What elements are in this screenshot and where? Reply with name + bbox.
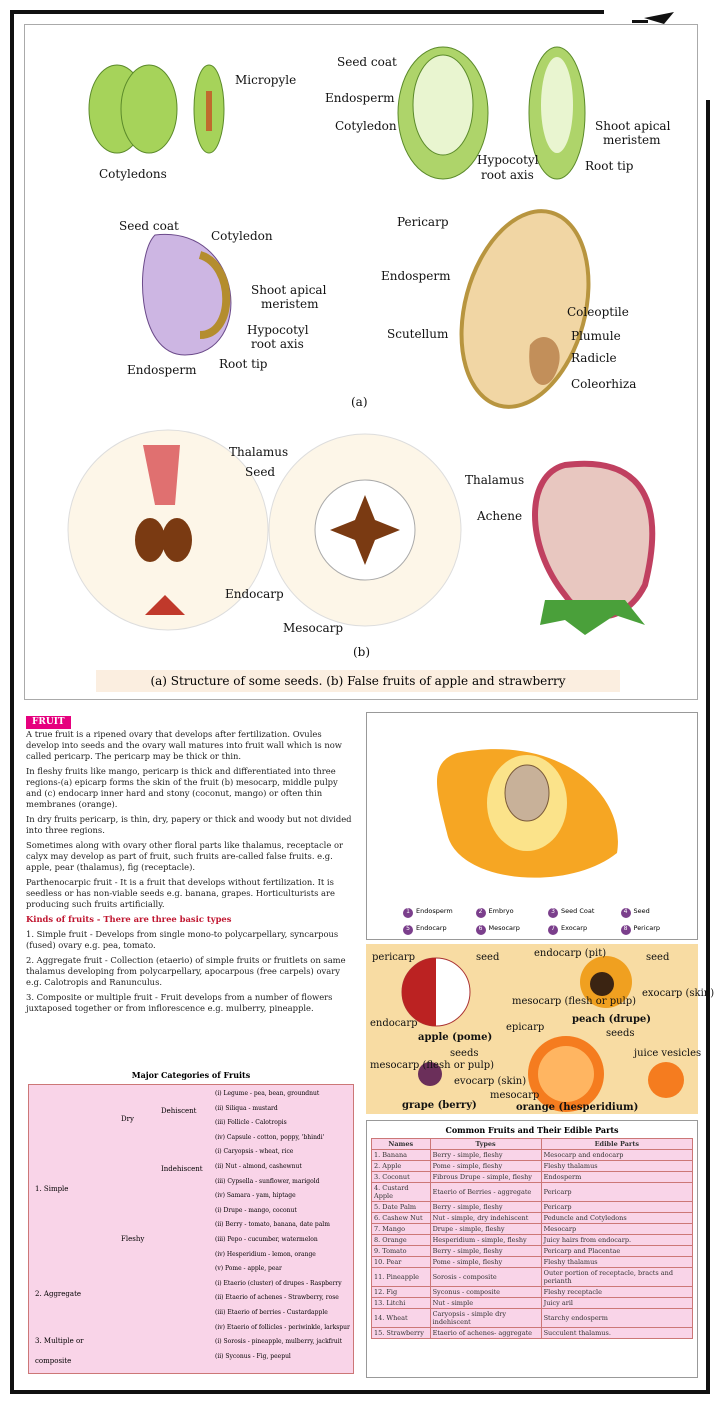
seed-diagram-panel: [24, 24, 698, 700]
legend-number: 3: [548, 908, 558, 918]
ft-endocarp-pit: endocarp (pit): [534, 948, 607, 959]
legend-label: Endocarp: [416, 924, 447, 932]
label-hypocotyl-2: Hypocotyl: [247, 323, 309, 337]
table-cell: Etaerio of Berries - aggregate: [430, 1183, 541, 1202]
major-row: (ii) Nut - almond, cashewnut: [215, 1162, 302, 1170]
ft-seed-1: seed: [476, 952, 500, 963]
label-coleoptile: Coleoptile: [567, 305, 629, 319]
table-cell: Caryopsis - simple dry indehiscent: [430, 1309, 541, 1328]
legend-item: [403, 924, 476, 935]
table-row: [372, 1202, 693, 1213]
label-thalamus-2: Thalamus: [465, 473, 525, 487]
ft-orange: orange (hesperidium): [516, 1102, 639, 1113]
fruit-p2: In fleshy fruits like mango, pericarp is thick and differentiated into three regions-(a) epicarp forms the skin of the fruit (b) mesocarp, middle pulpy and (c) endocarp inner hard and stony (coconut, mango) or often thin membranes (orange).: [26, 766, 338, 809]
ft-peach: peach (drupe): [572, 1014, 652, 1025]
fruit-p1: A true fruit is a ripened ovary that develops after fertilization. Ovules develop into seeds and the ovary wall matures into fruit wall which is now called pericarp. The pericarp may be thick or thin.: [26, 729, 342, 761]
table-cell: 2. Apple: [372, 1161, 431, 1172]
table-row: [372, 1246, 693, 1257]
ft-seeds: seeds: [606, 1028, 635, 1039]
table-cell: 4. Custard Apple: [372, 1183, 431, 1202]
table-cell: Syconus - composite: [430, 1287, 541, 1298]
table-cell: Fibrous Drupe - simple, fleshy: [430, 1172, 541, 1183]
fruit-k3: 3. Composite or multiple fruit - Fruit develops from a number of flowers juxtaposed together or from inflorescence e.g. mulberry, pineapple.: [26, 992, 333, 1013]
legend-item: [548, 907, 621, 918]
ft-juice: juice vesicles: [634, 1048, 702, 1059]
label-cotyledons: Cotyledons: [99, 167, 167, 181]
cat-fleshy: Fleshy: [121, 1235, 145, 1243]
ft-grape: grape (berry): [402, 1100, 477, 1111]
major-row: (ii) Etaerio of achenes - Strawberry, rose: [215, 1294, 339, 1302]
label-meristem-1: meristem: [603, 133, 661, 147]
major-row: (i) Drupe - mango, coconut: [215, 1206, 297, 1214]
legend-number: 1: [403, 908, 413, 918]
fruit-text: [26, 716, 356, 1018]
fruit-p5: Parthenocarpic fruit - It is a fruit that develops without fertilization. It is seedless or has non-viable seeds e.g. banana, grapes. Horticulturists are producing such fruits artificially.: [26, 877, 335, 909]
legend-number: 4: [621, 908, 631, 918]
label-radicle: Radicle: [571, 351, 617, 365]
table-cell: Berry - simple, fleshy: [430, 1202, 541, 1213]
table-cell: Drupe - simple, fleshy: [430, 1224, 541, 1235]
table-row: [372, 1150, 693, 1161]
legend-number: 2: [476, 908, 486, 918]
common-fruits-table: [371, 1138, 693, 1339]
ft-seeds-grape: seeds: [450, 1048, 479, 1059]
table-cell: 10. Pear: [372, 1257, 431, 1268]
col-names: Names: [372, 1139, 431, 1150]
legend-number: 7: [548, 925, 558, 935]
major-row: (iii) Cypsella - sunflower, marigold: [215, 1177, 320, 1185]
major-row: (iv) Etaerio of follicles - periwinkle, larkspur: [215, 1323, 350, 1331]
ft-pericarp: pericarp: [372, 952, 416, 963]
table-cell: 9. Tomato: [372, 1246, 431, 1257]
legend-item: [621, 907, 694, 918]
table-row: [372, 1224, 693, 1235]
label-shoot-2: Shoot apical: [251, 283, 327, 297]
table-cell: 6. Cashew Nut: [372, 1213, 431, 1224]
major-row: (iii) Pepo - cucumber, watermelon: [215, 1235, 318, 1243]
label-pericarp: Pericarp: [397, 215, 449, 229]
ft-apple: apple (pome): [418, 1032, 493, 1043]
table-row: [372, 1235, 693, 1246]
legend-label: Embryo: [488, 907, 514, 915]
major-row: (ii) Syconus - Fig, peepul: [215, 1352, 291, 1360]
legend-label: Exocarp: [561, 924, 588, 932]
label-plumule: Plumule: [571, 329, 621, 343]
major-row: (iii) Follicle - Calotropis: [215, 1119, 287, 1127]
fruit-k2: 2. Aggregate fruit - Collection (etaerio) of simple fruits or fruitlets on same thalamus developing from polycarpellary, apocarpous (free carpels) ovary e.g. Calotropis and Ranunculus.: [26, 955, 346, 987]
ft-evocarp: evocarp (skin): [454, 1076, 527, 1087]
peach-panel: [366, 712, 698, 940]
legend-item: [476, 907, 549, 918]
table-cell: 8. Orange: [372, 1235, 431, 1246]
table-cell: Nut - simple: [430, 1298, 541, 1309]
label-micropyle: Micropyle: [235, 73, 297, 87]
label-endosperm-3: Endosperm: [381, 269, 451, 283]
cat-multiple: 3. Multiple or: [35, 1337, 84, 1345]
table-cell: Sorosis - composite: [430, 1268, 541, 1287]
major-row: (i) Caryopsis - wheat, rice: [215, 1148, 294, 1156]
fruit-types-panel: [366, 944, 715, 1114]
major-row: (ii) Berry - tomato, banana, date palm: [215, 1221, 330, 1229]
ft-mesocarp-grape: mesocarp (flesh or pulp): [370, 1060, 495, 1071]
label-shoot-1: Shoot apical: [595, 119, 671, 133]
ft-exocarp: exocarp (skin): [642, 988, 715, 999]
label-thalamus-1: Thalamus: [229, 445, 289, 459]
table-cell: Fleshy thalamus: [541, 1161, 692, 1172]
legend-label: Endosperm: [416, 907, 453, 915]
peach-legend: [403, 907, 693, 935]
table-cell: 15. Strawberry: [372, 1328, 431, 1339]
table-cell: Hesperidium - simple, fleshy: [430, 1235, 541, 1246]
ft-seed-2: seed: [646, 952, 670, 963]
cat-indehiscent: Indehiscent: [161, 1165, 203, 1173]
label-endosperm-2: Endosperm: [127, 363, 197, 377]
label-achene: Achene: [477, 509, 523, 523]
label-hypocotyl-1: Hypocotyl: [477, 153, 539, 167]
peach-illustration: [367, 713, 699, 903]
legend-item: [403, 907, 476, 918]
legend-item: [548, 924, 621, 935]
major-row: (iv) Capsule - cotton, poppy, 'bhindi': [215, 1133, 325, 1141]
label-seed: Seed: [245, 465, 276, 479]
table-cell: Juicy hairs from endocarp.: [541, 1235, 692, 1246]
major-row: (iv) Hesperidium - lemon, orange: [215, 1250, 316, 1258]
ft-epicarp: epicarp: [506, 1022, 545, 1033]
cat-aggregate: 2. Aggregate: [35, 1290, 82, 1298]
cat-dehiscent: Dehiscent: [161, 1107, 197, 1115]
label-seed-coat-1: Seed coat: [337, 55, 397, 69]
major-row: (i) Legume - pea, bean, groundnut: [215, 1090, 320, 1097]
cat-dry: Dry: [121, 1115, 134, 1123]
common-title: Common Fruits and Their Edible Parts: [445, 1125, 619, 1135]
label-endosperm-1: Endosperm: [325, 91, 395, 105]
major-title: Major Categories of Fruits: [131, 1070, 251, 1080]
table-cell: Pericarp and Placentae: [541, 1246, 692, 1257]
col-edible: Edible Parts: [541, 1139, 692, 1150]
major-row: (ii) Siliqua - mustard: [215, 1104, 278, 1112]
legend-number: 5: [403, 925, 413, 935]
label-meristem-2: meristem: [261, 297, 319, 311]
table-cell: Pericarp: [541, 1183, 692, 1202]
table-row: [372, 1257, 693, 1268]
table-cell: Outer portion of receptacle, bracts and perianth: [541, 1268, 692, 1287]
legend-label: Seed: [633, 907, 650, 915]
table-row: [372, 1328, 693, 1339]
legend-number: 8: [621, 925, 631, 935]
table-row: [372, 1172, 693, 1183]
table-cell: 14. Wheat: [372, 1309, 431, 1328]
label-root-tip-1: Root tip: [585, 159, 634, 173]
fruit-header: FRUIT: [26, 716, 71, 729]
table-cell: Mesocarp: [541, 1224, 692, 1235]
table-cell: Starchy endosperm: [541, 1309, 692, 1328]
table-cell: 11. Pineapple: [372, 1268, 431, 1287]
table-row: [372, 1183, 693, 1202]
label-seed-coat-2: Seed coat: [119, 219, 179, 233]
label-b: (b): [353, 645, 371, 659]
figure-caption: (a) Structure of some seeds. (b) False fruits of apple and strawberry: [96, 670, 620, 692]
table-cell: Nut - simple, dry indehiscent: [430, 1213, 541, 1224]
table-row: [372, 1287, 693, 1298]
label-root-tip-2: Root tip: [219, 357, 268, 371]
fruit-p4: Sometimes along with ovary other floral parts like thalamus, receptacle or calyx may develop as part of fruit, such fruits are-called false fruits. e.g. apple, pear (thalamus), fig (receptacle).: [26, 840, 344, 872]
table-cell: Fleshy receptacle: [541, 1287, 692, 1298]
major-rows: [215, 1087, 353, 1364]
legend-number: 6: [476, 925, 486, 935]
table-cell: Pome - simple, fleshy: [430, 1257, 541, 1268]
legend-label: Mesocarp: [488, 924, 520, 932]
table-cell: 1. Banana: [372, 1150, 431, 1161]
table-cell: 13. Litchi: [372, 1298, 431, 1309]
table-cell: Juicy aril: [541, 1298, 692, 1309]
label-scutellum: Scutellum: [387, 327, 449, 341]
legend-label: Seed Coat: [561, 907, 595, 915]
label-coleorhiza: Coleorhiza: [571, 377, 637, 391]
table-cell: Peduncle and Cotyledons: [541, 1213, 692, 1224]
ft-mesocarp-flesh: mesocarp (flesh or pulp): [512, 996, 637, 1007]
label-cotyledon-1: Cotyledon: [335, 119, 397, 133]
table-cell: Endosperm: [541, 1172, 692, 1183]
col-types: Types: [430, 1139, 541, 1150]
major-row: (i) Sorosis - pineapple, mulberry, jackfruit: [215, 1338, 343, 1346]
common-fruits-panel: [366, 1120, 698, 1378]
label-a: (a): [351, 395, 368, 409]
fruit-k1: 1. Simple fruit - Develops from single mono-to polycarpellary, syncarpous (fused) ovary e.g. pea, tomato.: [26, 929, 339, 950]
table-cell: Berry - simple, fleshy: [430, 1150, 541, 1161]
label-root-axis-2: root axis: [251, 337, 304, 351]
table-cell: 5. Date Palm: [372, 1202, 431, 1213]
major-row: (v) Pome - apple, pear: [215, 1265, 282, 1273]
table-row: [372, 1161, 693, 1172]
fruit-kinds: Kinds of fruits - There are three basic types: [26, 914, 232, 924]
major-row: (iv) Samara - yam, hiptage: [215, 1192, 296, 1200]
label-endocarp: Endocarp: [225, 587, 284, 601]
major-row: (iii) Etaerio of berries - Custardapple: [215, 1308, 328, 1316]
label-root-axis-1: root axis: [481, 168, 534, 182]
legend-label: Pericarp: [633, 924, 661, 932]
table-cell: 3. Coconut: [372, 1172, 431, 1183]
table-cell: Mesocarp and endocarp: [541, 1150, 692, 1161]
legend-item: [621, 924, 694, 935]
table-row: [372, 1298, 693, 1309]
table-cell: Fleshy thalamus: [541, 1257, 692, 1268]
legend-item: [476, 924, 549, 935]
ft-endocarp: endocarp: [370, 1018, 418, 1029]
table-cell: Berry - simple, fleshy: [430, 1246, 541, 1257]
table-cell: Pome - simple, fleshy: [430, 1161, 541, 1172]
cat-simple: 1. Simple: [35, 1185, 69, 1193]
cat-composite: composite: [35, 1357, 72, 1365]
label-mesocarp: Mesocarp: [283, 621, 344, 635]
table-cell: 7. Mango: [372, 1224, 431, 1235]
ft-mesocarp: mesocarp: [490, 1090, 540, 1101]
table-cell: Pericarp: [541, 1202, 692, 1213]
table-row: [372, 1213, 693, 1224]
table-cell: Succulent thalamus.: [541, 1328, 692, 1339]
table-row: [372, 1268, 693, 1287]
table-cell: Etaerio of achenes- aggregate: [430, 1328, 541, 1339]
table-cell: 12. Fig: [372, 1287, 431, 1298]
major-row: (i) Etaerio (cluster) of drupes - Raspberry: [215, 1279, 342, 1287]
table-row: [372, 1309, 693, 1328]
fruit-p3: In dry fruits pericarp, is thin, dry, papery or thick and woody but not divided into three regions.: [26, 814, 352, 835]
major-table: [28, 1084, 354, 1374]
label-cotyledon-2: Cotyledon: [211, 229, 273, 243]
